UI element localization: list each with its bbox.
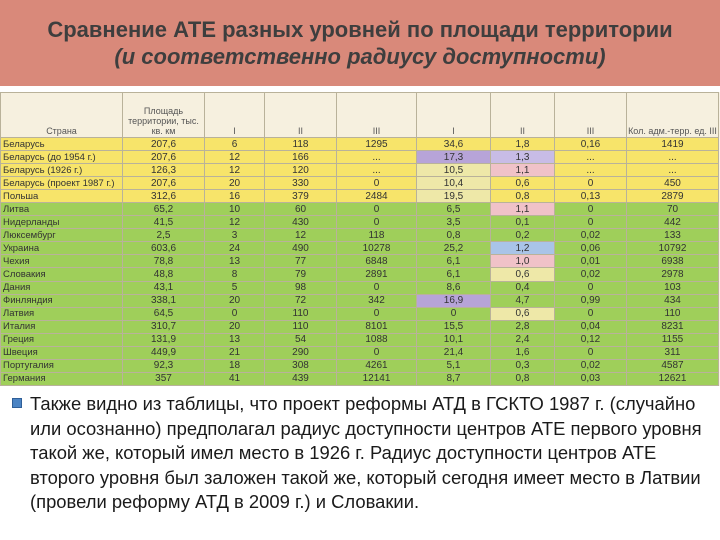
cell-radius-l2: 1,2 bbox=[491, 242, 555, 255]
cell-units-l3: 0 bbox=[337, 216, 417, 229]
cell-total-units: ... bbox=[627, 151, 719, 164]
cell-units-l1: 13 bbox=[205, 333, 265, 346]
header-country: Страна bbox=[1, 93, 123, 138]
cell-total-units: 110 bbox=[627, 307, 719, 320]
cell-units-l3: 0 bbox=[337, 307, 417, 320]
table-row bbox=[1, 255, 719, 268]
cell-units-l1: 21 bbox=[205, 346, 265, 359]
cell-total-units: ... bbox=[627, 164, 719, 177]
cell-radius-l3: 0 bbox=[555, 177, 627, 190]
cell-radius-l3: 0,03 bbox=[555, 372, 627, 385]
cell-radius-l1: 10,5 bbox=[417, 164, 491, 177]
cell-total-units: 434 bbox=[627, 294, 719, 307]
cell-units-l1: 16 bbox=[205, 190, 265, 203]
cell-units-l3: 0 bbox=[337, 346, 417, 359]
table-row bbox=[1, 177, 719, 190]
table-row bbox=[1, 346, 719, 359]
cell-units-l2: 120 bbox=[265, 164, 337, 177]
cell-radius-l2: 0,6 bbox=[491, 307, 555, 320]
cell-radius-l1: 16,9 bbox=[417, 294, 491, 307]
cell-radius-l2: 1,0 bbox=[491, 255, 555, 268]
cell-radius-l3: 0,99 bbox=[555, 294, 627, 307]
table-body bbox=[1, 138, 719, 386]
cell-units-l3: 6848 bbox=[337, 255, 417, 268]
cell-radius-l2: 0,2 bbox=[491, 229, 555, 242]
cell-radius-l1: 0 bbox=[417, 307, 491, 320]
cell-country: Люксембург bbox=[1, 229, 123, 242]
cell-country: Германия bbox=[1, 372, 123, 385]
cell-country: Чехия bbox=[1, 255, 123, 268]
cell-radius-l2: 0,1 bbox=[491, 216, 555, 229]
cell-units-l1: 12 bbox=[205, 164, 265, 177]
cell-units-l2: 118 bbox=[265, 138, 337, 151]
header-radius-level-3: III bbox=[555, 93, 627, 138]
cell-units-l2: 77 bbox=[265, 255, 337, 268]
comparison-table bbox=[0, 92, 719, 386]
cell-radius-l1: 6,1 bbox=[417, 255, 491, 268]
cell-country: Латвия bbox=[1, 307, 123, 320]
cell-area: 78,8 bbox=[123, 255, 205, 268]
cell-area: 131,9 bbox=[123, 333, 205, 346]
cell-area: 207,6 bbox=[123, 177, 205, 190]
cell-units-l3: 0 bbox=[337, 281, 417, 294]
cell-radius-l1: 3,5 bbox=[417, 216, 491, 229]
cell-country: Италия bbox=[1, 320, 123, 333]
table-row bbox=[1, 242, 719, 255]
cell-radius-l1: 0,8 bbox=[417, 229, 491, 242]
cell-area: 338,1 bbox=[123, 294, 205, 307]
cell-units-l3: 2484 bbox=[337, 190, 417, 203]
cell-area: 312,6 bbox=[123, 190, 205, 203]
cell-units-l2: 79 bbox=[265, 268, 337, 281]
cell-units-l1: 3 bbox=[205, 229, 265, 242]
table-row bbox=[1, 216, 719, 229]
cell-units-l3: ... bbox=[337, 151, 417, 164]
cell-units-l2: 60 bbox=[265, 203, 337, 216]
cell-units-l3: 1295 bbox=[337, 138, 417, 151]
cell-country: Беларусь (проект 1987 г.) bbox=[1, 177, 123, 190]
cell-country: Швеция bbox=[1, 346, 123, 359]
cell-units-l3: 342 bbox=[337, 294, 417, 307]
cell-total-units: 8231 bbox=[627, 320, 719, 333]
cell-units-l1: 12 bbox=[205, 151, 265, 164]
cell-area: 43,1 bbox=[123, 281, 205, 294]
cell-radius-l2: 1,8 bbox=[491, 138, 555, 151]
cell-area: 48,8 bbox=[123, 268, 205, 281]
cell-area: 126,3 bbox=[123, 164, 205, 177]
cell-units-l1: 8 bbox=[205, 268, 265, 281]
cell-radius-l2: 1,1 bbox=[491, 203, 555, 216]
cell-total-units: 442 bbox=[627, 216, 719, 229]
cell-radius-l2: 0,6 bbox=[491, 177, 555, 190]
cell-radius-l3: ... bbox=[555, 164, 627, 177]
cell-radius-l1: 17,3 bbox=[417, 151, 491, 164]
cell-total-units: 450 bbox=[627, 177, 719, 190]
cell-radius-l1: 15,5 bbox=[417, 320, 491, 333]
cell-area: 41,5 bbox=[123, 216, 205, 229]
cell-radius-l3: 0,04 bbox=[555, 320, 627, 333]
table-row bbox=[1, 320, 719, 333]
bullet-list bbox=[10, 392, 716, 538]
table-row bbox=[1, 281, 719, 294]
table-row bbox=[1, 164, 719, 177]
cell-total-units: 133 bbox=[627, 229, 719, 242]
cell-units-l2: 330 bbox=[265, 177, 337, 190]
cell-units-l2: 439 bbox=[265, 372, 337, 385]
cell-radius-l1: 5,1 bbox=[417, 359, 491, 372]
bullet-text: Также видно из таблицы, что проект реформы АТД в ГСКТО 1987 г. (случайно или осознанно) предполагал радиус доступности центров АТЕ первого уровня такой же, который имел место в 1926 г. Радиус доступности центров АТЕ второго уровня был заложен такой же, который сегодня имеет место в Латвии (провели реформу АТД в 2009 г.) и Словакии. bbox=[30, 393, 702, 512]
cell-units-l3: 0 bbox=[337, 203, 417, 216]
cell-total-units: 1419 bbox=[627, 138, 719, 151]
cell-area: 64,5 bbox=[123, 307, 205, 320]
cell-country: Нидерланды bbox=[1, 216, 123, 229]
cell-units-l3: 8101 bbox=[337, 320, 417, 333]
cell-area: 207,6 bbox=[123, 138, 205, 151]
table-row bbox=[1, 190, 719, 203]
cell-radius-l3: 0 bbox=[555, 216, 627, 229]
comparison-table-container bbox=[0, 92, 720, 386]
table-row bbox=[1, 359, 719, 372]
cell-total-units: 6938 bbox=[627, 255, 719, 268]
cell-area: 449,9 bbox=[123, 346, 205, 359]
slide-title bbox=[0, 0, 720, 86]
cell-units-l3: 12141 bbox=[337, 372, 417, 385]
cell-country: Беларусь (до 1954 г.) bbox=[1, 151, 123, 164]
cell-country: Беларусь (1926 г.) bbox=[1, 164, 123, 177]
cell-radius-l3: 0,01 bbox=[555, 255, 627, 268]
cell-units-l1: 13 bbox=[205, 255, 265, 268]
cell-radius-l1: 10,4 bbox=[417, 177, 491, 190]
cell-units-l1: 18 bbox=[205, 359, 265, 372]
cell-units-l3: ... bbox=[337, 164, 417, 177]
header-radius-level-2: II bbox=[491, 93, 555, 138]
cell-units-l2: 430 bbox=[265, 216, 337, 229]
cell-units-l2: 110 bbox=[265, 307, 337, 320]
cell-country: Финляндия bbox=[1, 294, 123, 307]
cell-total-units: 1155 bbox=[627, 333, 719, 346]
cell-units-l1: 10 bbox=[205, 203, 265, 216]
cell-country: Литва bbox=[1, 203, 123, 216]
header-area: Площадь территории, тыс. кв. км bbox=[123, 93, 205, 138]
cell-radius-l2: 0,6 bbox=[491, 268, 555, 281]
title-line-2: (и соответственно радиусу доступности) bbox=[114, 44, 606, 69]
cell-units-l2: 166 bbox=[265, 151, 337, 164]
cell-country: Украина bbox=[1, 242, 123, 255]
cell-country: Дания bbox=[1, 281, 123, 294]
cell-area: 92,3 bbox=[123, 359, 205, 372]
cell-radius-l1: 21,4 bbox=[417, 346, 491, 359]
cell-radius-l1: 6,1 bbox=[417, 268, 491, 281]
cell-units-l3: 2891 bbox=[337, 268, 417, 281]
cell-units-l2: 379 bbox=[265, 190, 337, 203]
cell-units-l2: 308 bbox=[265, 359, 337, 372]
cell-radius-l3: 0,02 bbox=[555, 268, 627, 281]
cell-radius-l1: 19,5 bbox=[417, 190, 491, 203]
table-row bbox=[1, 229, 719, 242]
cell-radius-l1: 34,6 bbox=[417, 138, 491, 151]
table-row bbox=[1, 203, 719, 216]
cell-radius-l3: ... bbox=[555, 151, 627, 164]
cell-units-l1: 6 bbox=[205, 138, 265, 151]
header-units-level-3: III bbox=[337, 93, 417, 138]
cell-area: 207,6 bbox=[123, 151, 205, 164]
header-units-level-1: I bbox=[205, 93, 265, 138]
cell-units-l1: 20 bbox=[205, 177, 265, 190]
table-row bbox=[1, 333, 719, 346]
cell-units-l1: 20 bbox=[205, 294, 265, 307]
cell-units-l2: 72 bbox=[265, 294, 337, 307]
table-row bbox=[1, 138, 719, 151]
square-bullet-icon bbox=[12, 398, 22, 408]
cell-units-l1: 0 bbox=[205, 307, 265, 320]
cell-total-units: 12621 bbox=[627, 372, 719, 385]
cell-radius-l3: 0,02 bbox=[555, 229, 627, 242]
cell-area: 310,7 bbox=[123, 320, 205, 333]
cell-area: 357 bbox=[123, 372, 205, 385]
cell-total-units: 103 bbox=[627, 281, 719, 294]
cell-units-l2: 12 bbox=[265, 229, 337, 242]
cell-units-l3: 118 bbox=[337, 229, 417, 242]
cell-radius-l3: 0 bbox=[555, 346, 627, 359]
cell-units-l3: 10278 bbox=[337, 242, 417, 255]
cell-radius-l3: 0,06 bbox=[555, 242, 627, 255]
table-header-row bbox=[1, 93, 719, 138]
table-row bbox=[1, 294, 719, 307]
cell-units-l3: 0 bbox=[337, 177, 417, 190]
title-line-1: Сравнение АТЕ разных уровней по площади территории bbox=[47, 17, 673, 42]
cell-area: 2,5 bbox=[123, 229, 205, 242]
cell-total-units: 2978 bbox=[627, 268, 719, 281]
table-row bbox=[1, 372, 719, 385]
cell-radius-l2: 1,6 bbox=[491, 346, 555, 359]
cell-units-l3: 1088 bbox=[337, 333, 417, 346]
cell-country: Польша bbox=[1, 190, 123, 203]
cell-country: Греция bbox=[1, 333, 123, 346]
cell-area: 65,2 bbox=[123, 203, 205, 216]
cell-units-l1: 41 bbox=[205, 372, 265, 385]
header-radius-level-1: I bbox=[417, 93, 491, 138]
cell-total-units: 70 bbox=[627, 203, 719, 216]
cell-units-l2: 110 bbox=[265, 320, 337, 333]
cell-radius-l3: 0,02 bbox=[555, 359, 627, 372]
cell-area: 603,6 bbox=[123, 242, 205, 255]
cell-radius-l1: 8,6 bbox=[417, 281, 491, 294]
cell-country: Беларусь bbox=[1, 138, 123, 151]
cell-radius-l2: 0,8 bbox=[491, 372, 555, 385]
cell-radius-l2: 0,4 bbox=[491, 281, 555, 294]
header-total-units: Кол. адм.-терр. ед. III bbox=[627, 93, 719, 138]
cell-units-l2: 54 bbox=[265, 333, 337, 346]
cell-radius-l2: 1,1 bbox=[491, 164, 555, 177]
cell-radius-l2: 4,7 bbox=[491, 294, 555, 307]
cell-radius-l3: 0 bbox=[555, 307, 627, 320]
cell-radius-l2: 0,3 bbox=[491, 359, 555, 372]
cell-radius-l3: 0 bbox=[555, 203, 627, 216]
cell-radius-l3: 0,12 bbox=[555, 333, 627, 346]
cell-country: Словакия bbox=[1, 268, 123, 281]
cell-total-units: 311 bbox=[627, 346, 719, 359]
cell-radius-l1: 10,1 bbox=[417, 333, 491, 346]
cell-units-l1: 20 bbox=[205, 320, 265, 333]
table-row bbox=[1, 307, 719, 320]
header-units-level-2: II bbox=[265, 93, 337, 138]
cell-radius-l1: 25,2 bbox=[417, 242, 491, 255]
cell-radius-l1: 8,7 bbox=[417, 372, 491, 385]
cell-units-l1: 12 bbox=[205, 216, 265, 229]
cell-country: Португалия bbox=[1, 359, 123, 372]
cell-radius-l3: 0,13 bbox=[555, 190, 627, 203]
cell-radius-l2: 1,3 bbox=[491, 151, 555, 164]
cell-total-units: 2879 bbox=[627, 190, 719, 203]
cell-units-l2: 98 bbox=[265, 281, 337, 294]
cell-total-units: 10792 bbox=[627, 242, 719, 255]
cell-total-units: 4587 bbox=[627, 359, 719, 372]
cell-radius-l2: 2,8 bbox=[491, 320, 555, 333]
cell-radius-l2: 0,8 bbox=[491, 190, 555, 203]
cell-radius-l3: 0,16 bbox=[555, 138, 627, 151]
cell-units-l3: 4261 bbox=[337, 359, 417, 372]
cell-units-l2: 290 bbox=[265, 346, 337, 359]
cell-units-l1: 24 bbox=[205, 242, 265, 255]
cell-radius-l2: 2,4 bbox=[491, 333, 555, 346]
table-row bbox=[1, 268, 719, 281]
cell-units-l2: 490 bbox=[265, 242, 337, 255]
table-row bbox=[1, 151, 719, 164]
cell-radius-l3: 0 bbox=[555, 281, 627, 294]
cell-radius-l1: 6,5 bbox=[417, 203, 491, 216]
cell-units-l1: 5 bbox=[205, 281, 265, 294]
